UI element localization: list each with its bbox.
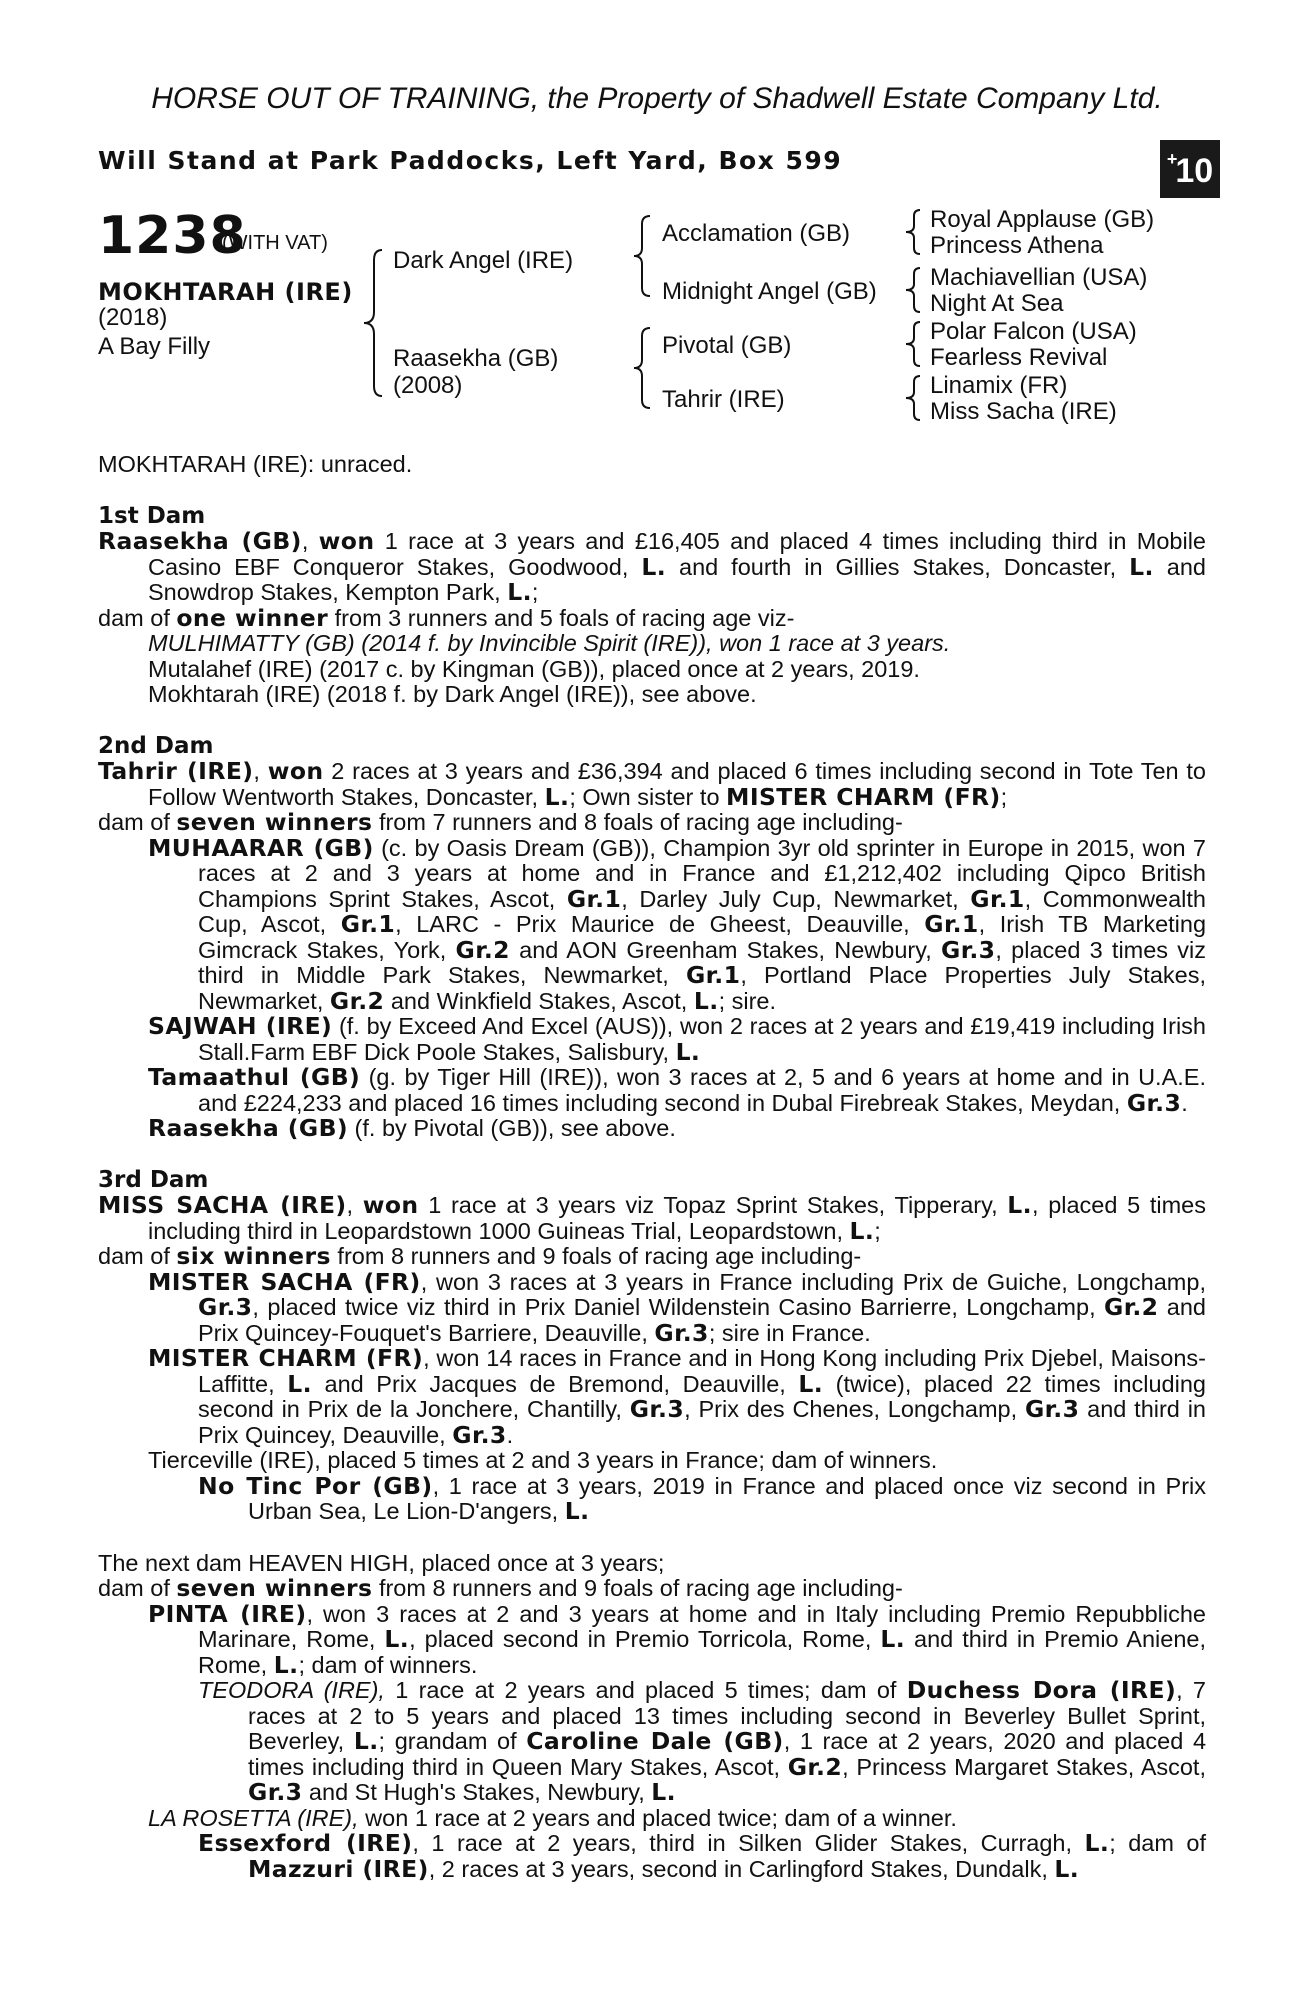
dam1-produce-summary [98, 603, 1206, 632]
text: 1 race at 3 years viz Topaz Sprint Stakes, Tipperary, [418, 1192, 1008, 1218]
horse-name: Duchess Dora (IRE) [906, 1676, 1177, 1704]
listed-mark: L. [798, 1369, 824, 1398]
text: , Commonwealth Cup, Ascot, [198, 885, 1206, 937]
text: 2 races at 3 years and £36,394 and placed 6 times including second in Tote Ten to Follow Wentworth Stakes, Doncaster, [148, 758, 1206, 810]
produce-item-mister-sacha [98, 1267, 1206, 1347]
text: dam of [98, 1243, 177, 1269]
listed-mark: L. [1084, 1829, 1110, 1857]
pedigree-sire: Dark Angel (IRE) [393, 247, 574, 274]
next-dam-intro: The next dam HEAVEN HIGH, placed once at 3 years; [98, 1549, 665, 1576]
listed-mark: L. [507, 578, 532, 606]
text: dam of [98, 604, 177, 631]
text: , placed 3 times viz third in Middle Park Stakes, Newmarket, [198, 936, 1206, 988]
horse-name: TEODORA (IRE), [198, 1677, 385, 1703]
text: , 1 race at 2 years, third in Silken Glider Stakes, Curragh, [412, 1830, 1085, 1856]
text: dam of [98, 1575, 177, 1601]
badge-number: 10 [1175, 151, 1214, 190]
produce-item-tierceville: Tierceville (IRE), placed 5 times at 2 and 3 years in France; dam of winners. [148, 1447, 938, 1473]
horse-name: PINTA (IRE) [148, 1599, 307, 1628]
text: and St Hugh's Stakes, Newbury, [302, 1779, 652, 1805]
text: ; grandam of [378, 1728, 527, 1754]
text: ; sire. [718, 987, 777, 1014]
text: , won 14 races in France and in Hong Kong including Prix Djebel, Maisons-Laffitte, [198, 1345, 1207, 1397]
group-mark: Gr.2 [787, 1752, 843, 1781]
text: , placed twice viz third in Prix Daniel Wildenstein Casino Barrierre, Longchamp, [252, 1294, 1104, 1320]
text: and Prix Jacques de Bremond, Deauville, [311, 1370, 799, 1397]
text: from 8 runners and 9 foals of racing age including- [372, 1575, 903, 1601]
listed-mark: L. [641, 552, 667, 581]
listed-mark: L. [273, 1650, 299, 1679]
dam3-heading: 3rd Dam [98, 1166, 209, 1193]
group-mark: Gr.1 [970, 884, 1025, 913]
horse-name: MOKHTARAH (IRE) [98, 278, 353, 306]
pedigree-brace-g1 [904, 208, 924, 256]
produce-item-sajwah [98, 1014, 1206, 1065]
pedigree-dam-sire: Pivotal (GB) [662, 332, 792, 359]
sister-name: MISTER CHARM (FR) [726, 782, 1001, 811]
text: , placed second in Premio Torricola, Rome, [409, 1626, 881, 1652]
text: , won 3 races at 2 and 3 years at home and in Italy including Premio Repubbliche Marinare, Rome, [198, 1600, 1206, 1652]
text: and Snowdrop Stakes, Kempton Park, [148, 553, 1206, 605]
pedigree-g6: Fearless Revival [930, 344, 1108, 371]
pedigree-sire-dam: Midnight Angel (GB) [662, 278, 877, 305]
page-header: HORSE OUT OF TRAINING, the Property of Shadwell Estate Company Ltd. [151, 82, 1163, 115]
dam3-record: MISS SACHA (IRE), won 1 race at 3 years viz Topaz Sprint Stakes, Tipperary, L., placed 5 times including third in Leopardstown 1000 Guineas Trial, Leopardstown, L.; [98, 1191, 1206, 1245]
listed-mark: L. [849, 1216, 875, 1245]
text: , 2 races at 3 years, second in Carlingford Stakes, Dundalk, [428, 1855, 1055, 1882]
group-mark: Gr.3 [452, 1420, 507, 1449]
text: , won 3 races at 3 years in France including Prix de Guiche, Longchamp, [420, 1268, 1206, 1295]
dam2-produce-summary [98, 810, 1206, 836]
horse-name: MISTER CHARM (FR) [148, 1344, 424, 1372]
text: and fourth in Gillies Stakes, Doncaster, [666, 553, 1130, 580]
listed-mark: L. [353, 1727, 379, 1755]
listed-mark: L. [651, 1778, 676, 1806]
group-mark: Gr.1 [340, 910, 396, 938]
dam2-record: Tahrir (IRE), won 2 races at 3 years and £36,394 and placed 6 times including second in Tote Ten to Follow Wentworth Stakes, Doncaster, L.; Own sister to MISTER CHARM (FR); [98, 757, 1206, 811]
horse-name: MISTER SACHA (FR) [148, 1267, 421, 1296]
listed-mark: L. [693, 986, 719, 1015]
group-mark: Gr.3 [248, 1778, 303, 1806]
dam1-heading: 1st Dam [98, 502, 206, 529]
produce-item-muhaarar [98, 833, 1207, 1015]
horse-name: SAJWAH (IRE) [148, 1012, 333, 1040]
text: , 1 race at 2 years, 2020 and placed 4 times including third in Queen Mary Stakes, Ascot, [248, 1728, 1207, 1780]
produce-item-pinta [98, 1599, 1206, 1679]
pedigree-g2: Princess Athena [930, 232, 1104, 259]
pedigree-brace-g3 [904, 320, 924, 368]
group-mark: Gr.1 [924, 910, 979, 938]
text: (g. by Tiger Hill (IRE)), won 3 races at 2, 5 and 6 years at home and in U.A.E. and £224,233 and placed 16 times including second in Dubal Firebreak Stakes, Meydan, [198, 1064, 1206, 1116]
listed-mark: L. [544, 782, 570, 811]
text: ; dam of winners. [298, 1651, 478, 1678]
dam2-name: Tahrir (IRE) [98, 757, 254, 785]
won-label: won [267, 757, 324, 785]
dam3-name: MISS SACHA (IRE) [98, 1191, 347, 1219]
text: 1 race at 2 years and placed 5 times; dam of [384, 1677, 907, 1703]
pedigree-g5: Polar Falcon (USA) [930, 318, 1137, 345]
pedigree-sire-sire: Acclamation (GB) [662, 220, 851, 247]
listed-mark: L. [1007, 1191, 1032, 1219]
text: ; Own sister to [569, 783, 727, 810]
text: won 1 race at 2 years and placed twice; dam of a winner. [358, 1804, 957, 1831]
text: (f. by Pivotal (GB)), see above. [348, 1115, 676, 1141]
dam2-heading: 2nd Dam [98, 732, 214, 759]
text: from 3 runners and 5 foals of racing age viz- [328, 604, 795, 631]
text: , Prix des Chenes, Longchamp, [684, 1396, 1025, 1422]
group-mark: Gr.3 [1024, 1395, 1080, 1423]
winners-count: seven winners [176, 808, 373, 836]
dam3-produce-summary [98, 1244, 1206, 1270]
produce-item-no-tinc-por [98, 1471, 1207, 1525]
horse-name: Essexford (IRE) [198, 1829, 413, 1857]
text: (twice), placed 22 times including second in Prix de la Jonchere, Chantilly, [198, 1370, 1206, 1422]
text: and AON Greenham Stakes, Newbury, [509, 936, 941, 963]
stand-location: Will Stand at Park Paddocks, Left Yard, Box 599 [98, 146, 843, 175]
produce-item-la-rosetta [98, 1806, 1206, 1832]
text: , placed 5 times including third in Leopardstown 1000 Guineas Trial, Leopardstown, [148, 1192, 1206, 1244]
produce-item-teodora [98, 1678, 1206, 1806]
text: 1 race at 3 years and £16,405 and placed 4 times including third in Mobile Casino EBF Conqueror Stakes, Goodwood, [148, 528, 1206, 580]
next-dam-produce-summary [98, 1576, 1206, 1602]
produce-item: MULHIMATTY (GB) (2014 f. by Invincible Spirit (IRE)), won 1 race at 3 years. [148, 630, 951, 656]
group-mark: Gr.2 [455, 935, 510, 964]
pedigree-dam-year: (2008) [393, 372, 463, 399]
horse-year: (2018) [98, 304, 168, 331]
text: ; sire in France. [708, 1319, 871, 1346]
group-mark: Gr.3 [198, 1293, 253, 1321]
dam1-record: Raasekha (GB), won 1 race at 3 years and £16,405 and placed 4 times including third in Mobile Casino EBF Conqueror Stakes, Goodwood, L. and fourth in Gillies Stakes, Doncaster, L. and Snowdrop Stakes, Kempton Park, L.; [98, 527, 1206, 606]
text: , Portland Place Properties July Stakes, Newmarket, [198, 962, 1206, 1014]
listed-mark: L. [564, 1497, 590, 1525]
pedigree-brace-main [362, 248, 388, 398]
horse-name: Mazzuri (IRE) [248, 1854, 429, 1883]
text: , Princess Margaret Stakes, Ascot, [842, 1753, 1206, 1780]
listed-mark: L. [880, 1625, 906, 1653]
group-mark: Gr.3 [941, 935, 996, 964]
pedigree-g7: Linamix (FR) [930, 372, 1068, 399]
listed-mark: L. [287, 1369, 312, 1398]
horse-name: Raasekha (GB) [148, 1114, 349, 1142]
produce-item: Mutalahef (IRE) (2017 c. by Kingman (GB)), placed once at 2 years, 2019. [148, 655, 920, 682]
horse-description: A Bay Filly [98, 333, 211, 360]
text: ; [531, 579, 539, 605]
horse-name: No Tinc Por (GB) [198, 1471, 433, 1500]
text: and Winkfield Stakes, Ascot, [384, 987, 694, 1014]
text: and third in Premio Aniene, Rome, [198, 1626, 1206, 1678]
text: from 8 runners and 9 foals of racing age including- [330, 1243, 862, 1269]
group-mark: Gr.3 [629, 1395, 685, 1423]
text: . [1181, 1089, 1188, 1116]
group-mark: Gr.2 [1104, 1293, 1159, 1321]
text: , Irish TB Marketing Gimcrack Stakes, York, [198, 911, 1207, 963]
produce-item: Mokhtarah (IRE) (2018 f. by Dark Angel (IRE)), see above. [148, 681, 757, 707]
group-mark: Gr.1 [685, 961, 741, 989]
pedigree-brace-sire [632, 214, 654, 298]
group-mark: Gr.3 [1126, 1088, 1182, 1117]
text: . [506, 1421, 514, 1448]
pedigree-g3: Machiavellian (USA) [930, 264, 1148, 291]
lot-number: 1238 [98, 206, 247, 266]
listed-mark: L. [1129, 552, 1154, 581]
produce-item-tamaathul [98, 1065, 1206, 1116]
catalogue-body [98, 452, 1206, 1882]
winners-count: six winners [176, 1242, 331, 1270]
text: dam of [98, 809, 177, 835]
horse-name: MUHAARAR (GB) [148, 833, 374, 862]
produce-item-raasekha [98, 1116, 1206, 1142]
pedigree-brace-dam [632, 326, 654, 410]
pedigree-g4: Night At Sea [930, 290, 1064, 317]
pedigree-dam-dam: Tahrir (IRE) [662, 386, 785, 413]
listed-mark: L. [1054, 1854, 1080, 1883]
text: (c. by Oasis Dream (GB)), Champion 3yr old sprinter in Europe in 2015, won 7 races at 2 and 3 years at home and in France and £1,212,402 including Qipco British Champions Sprint Stakes, Ascot, [198, 834, 1207, 912]
group-mark: Gr.1 [566, 884, 622, 913]
won-label: won [318, 527, 375, 555]
listed-mark: L. [675, 1037, 701, 1066]
listed-mark: L. [384, 1625, 410, 1653]
winners-count: one winner [176, 603, 329, 632]
produce-item-essexford [98, 1831, 1206, 1882]
won-label: won [362, 1191, 419, 1219]
group-mark: Gr.3 [654, 1318, 709, 1347]
unraced-note: MOKHTARAH (IRE): unraced. [98, 451, 413, 477]
text: , Darley July Cup, Newmarket, [621, 885, 971, 912]
lot-badge [1160, 140, 1220, 198]
pedigree-dam: Raasekha (GB) [393, 345, 559, 372]
produce-item-mister-charm [98, 1346, 1206, 1448]
text: (f. by Exceed And Excel (AUS)), won 2 races at 2 years and £19,419 including Irish Stall.Farm EBF Dick Poole Stakes, Salisbury, [198, 1013, 1206, 1065]
text: and third in Prix Quincey, Deauville, [198, 1396, 1206, 1448]
horse-name: Caroline Dale (GB) [526, 1727, 784, 1755]
text: ; dam of [1109, 1830, 1206, 1856]
text: , 1 race at 3 years, 2019 in France and placed once viz second in Prix Urban Sea, Le Lion-D'angers, [248, 1472, 1207, 1524]
dam1-name: Raasekha (GB) [98, 527, 302, 555]
pedigree-g1: Royal Applause (GB) [930, 206, 1155, 233]
group-mark: Gr.2 [329, 986, 385, 1015]
horse-name: Tamaathul (GB) [148, 1063, 361, 1091]
pedigree-brace-g2 [904, 266, 924, 314]
text: and Prix Quincey-Fouquet's Barriere, Deauville, [198, 1294, 1206, 1346]
pedigree-brace-g4 [904, 374, 924, 422]
horse-name: LA ROSETTA (IRE), [148, 1804, 359, 1831]
text: ; [874, 1217, 881, 1244]
text: from 7 runners and 8 foals of racing age including- [372, 809, 903, 835]
lot-vat: (WITH VAT) [222, 232, 328, 254]
text: , LARC - Prix Maurice de Gheest, Deauville, [395, 911, 925, 937]
text: , 7 races at 2 to 5 years and placed 13 times including second in Beverley Bullet Sprint, Beverley, [248, 1677, 1206, 1754]
winners-count: seven winners [176, 1574, 373, 1602]
pedigree-g8: Miss Sacha (IRE) [930, 398, 1117, 425]
plus-icon: + [1166, 148, 1178, 169]
